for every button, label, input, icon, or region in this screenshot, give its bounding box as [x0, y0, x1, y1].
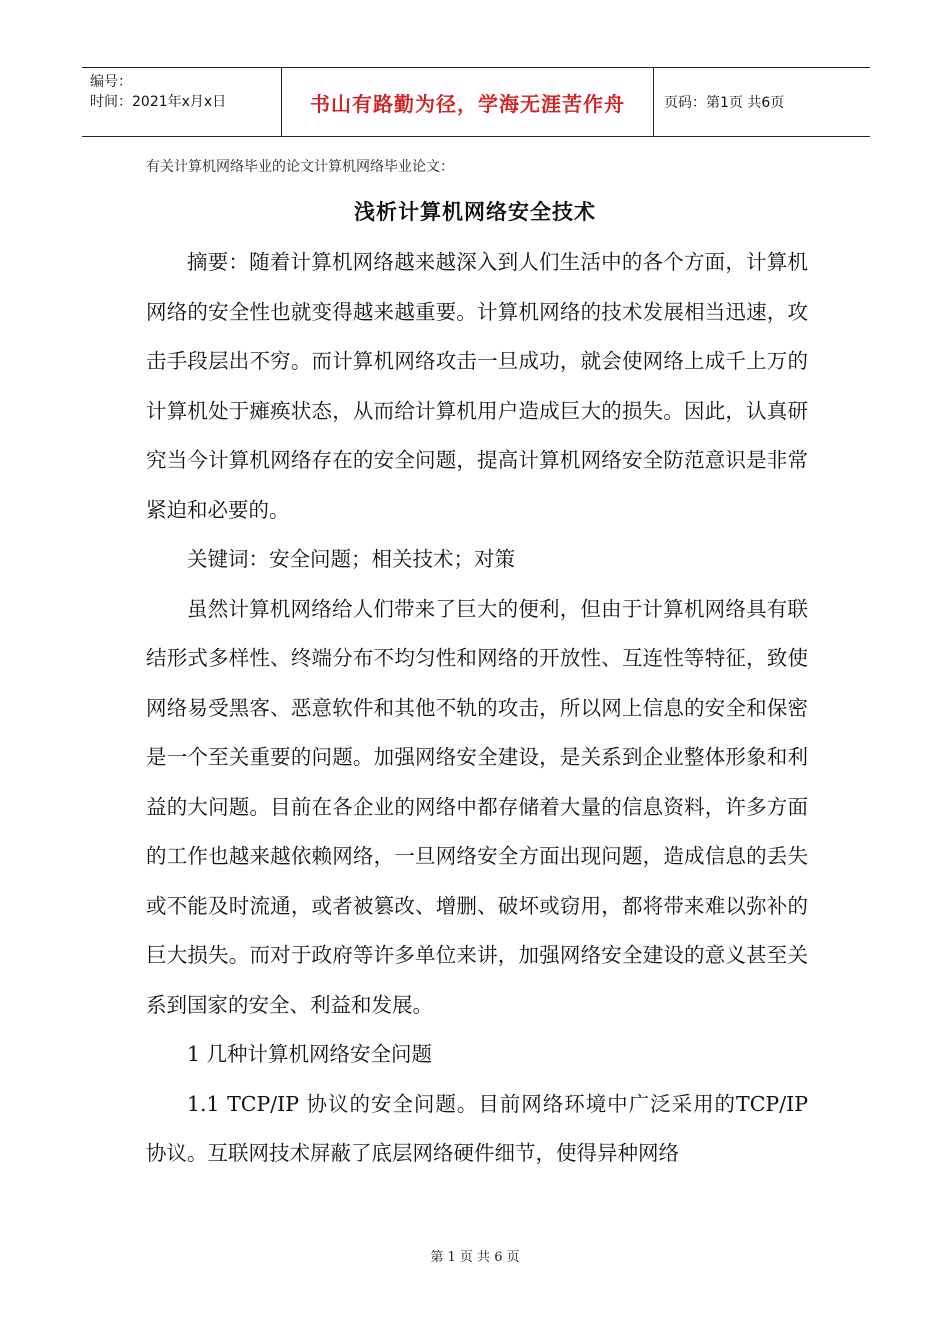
header-meta [82, 68, 282, 136]
abstract-paragraph: 摘要：随着计算机网络越来越深入到人们生活中的各个方面，计算机网络的安全性也就变得越来越重要。计算机网络的技术发展相当迅速，攻击手段层出不穷。而计算机网络攻击一旦成功，就会使网络上成千上万的计算机处于瘫痪状态，从而给计算机用户造成巨大的损失。因此，认真研究当今计算机网络存在的安全问题，提高计算机网络安全防范意识是非常紧迫和必要的。 [146, 250, 808, 522]
header-motto: 书山有路勤为径，学海无涯苦作舟 [282, 68, 654, 136]
page-header [82, 67, 870, 137]
header-page-info: 页码：第1页 共6页 [664, 95, 785, 111]
intro-paragraph: 虽然计算机网络给人们带来了巨大的便利，但由于计算机网络具有联结形式多样性、终端分布不均匀性和网络的开放性、互连性等特征，致使网络易受黑客、恶意软件和其他不轨的攻击，所以网上信息的安全和保密是一个至关重要的问题。加强网络安全建设，是关系到企业整体形象和利益的大问题。目前在各企业的网络中都存储着大量的信息资料，许多方面的工作也越来越依赖网络，一旦网络安全方面出现问题，造成信息的丢失或不能及时流通，或者被篡改、增删、破坏或窃用，都将带来难以弥补的巨大损失。而对于政府等许多单位来讲，加强网络安全建设的意义甚至关系到国家的安全、利益和发展。 [146, 596, 808, 1017]
document-body [146, 238, 808, 1179]
keywords-paragraph: 关键词：安全问题；相关技术；对策 [187, 547, 515, 571]
section-heading: 1 几种计算机网络安全问题 [187, 1042, 433, 1066]
header-date: 时间：2021年x月x日 [90, 94, 227, 110]
subsection-paragraph: 1.1 TCP/IP 协议的安全问题。目前网络环境中广泛采用的TCP/IP 协议。互联网技术屏蔽了底层网络硬件细节，使得异种网络 [146, 1091, 808, 1165]
pre-title: 有关计算机网络毕业的论文计算机网络毕业论文： [146, 159, 454, 175]
header-number-label: 编号： [90, 74, 132, 90]
document-title: 浅析计算机网络安全技术 [354, 200, 596, 224]
page-footer: 第 1 页 共 6 页 [430, 1250, 520, 1265]
